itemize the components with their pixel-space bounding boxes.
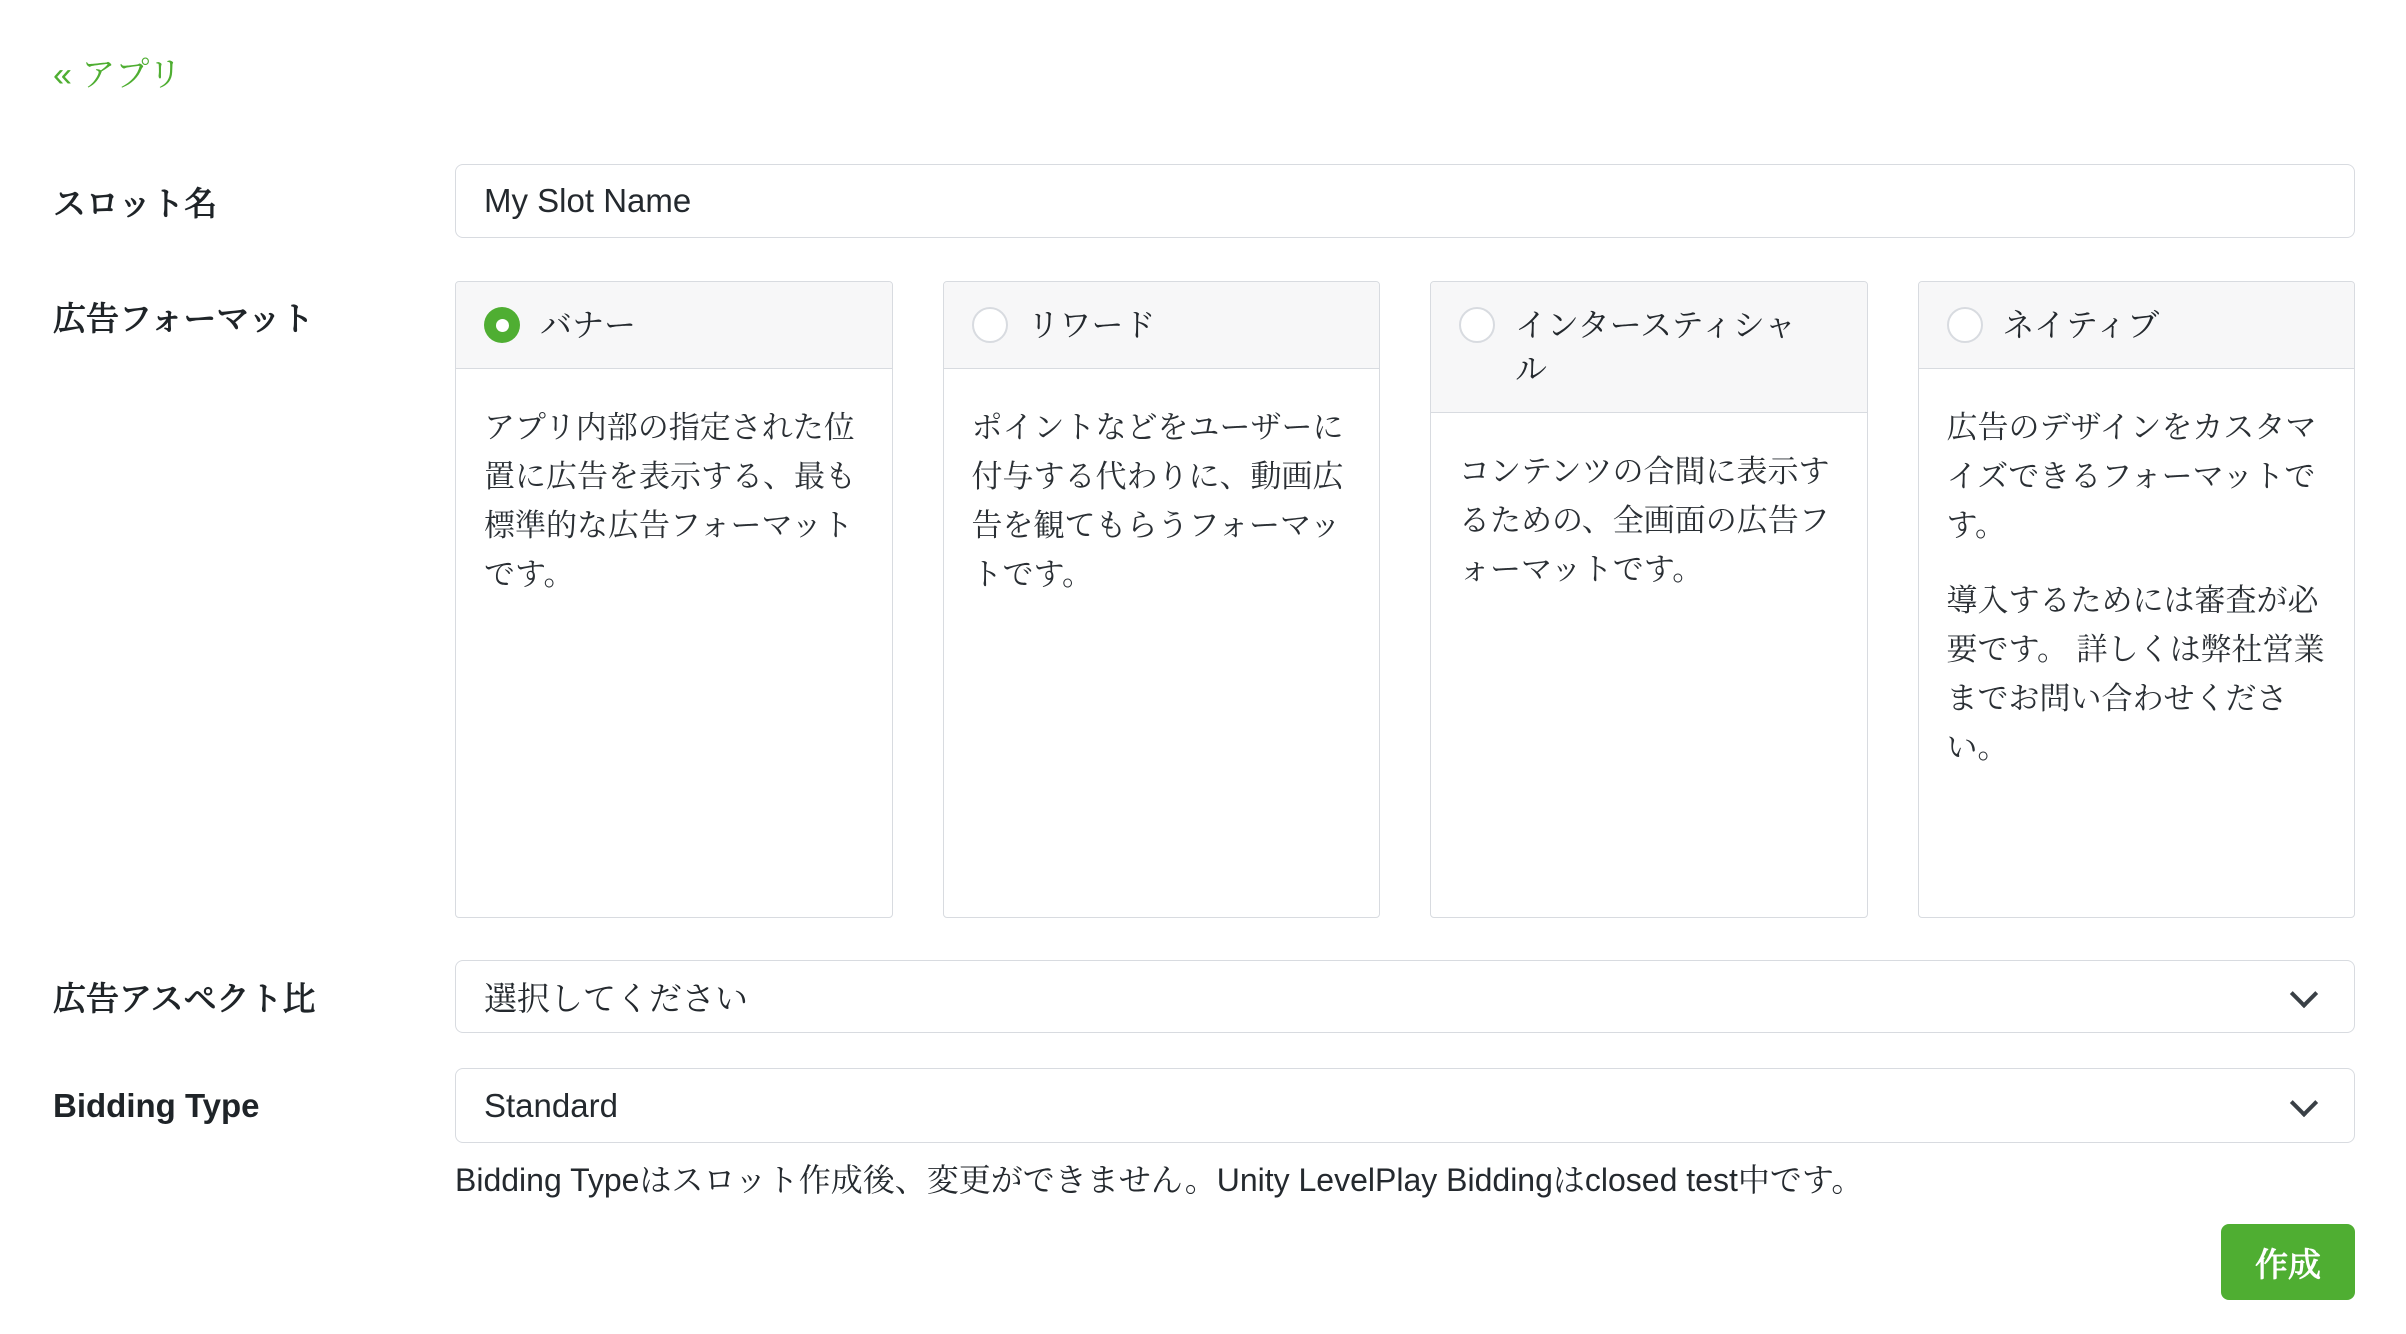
slot-name-row xyxy=(53,164,2355,238)
bidding-type-select[interactable] xyxy=(455,1068,2355,1143)
ad-format-option-title: インタースティシャル xyxy=(1515,307,1797,387)
aspect-ratio-label: 広告アスペクト比 xyxy=(53,980,316,1017)
radio-icon[interactable] xyxy=(1947,307,1983,343)
ad-format-option-description xyxy=(1919,369,2355,806)
ad-format-options xyxy=(455,281,2355,918)
ad-format-option-header xyxy=(1431,282,1867,413)
ad-format-option-reward[interactable] xyxy=(943,281,1381,918)
ad-format-option-title: ネイティブ xyxy=(2002,307,2160,343)
description-paragraph: 広告のデザインをカスタマイズできるフォーマットです。 xyxy=(1946,410,2317,543)
slot-name-label: スロット名 xyxy=(53,184,218,222)
submit-row xyxy=(53,1224,2355,1300)
ad-format-row xyxy=(53,281,2355,918)
back-to-apps-link[interactable]: « アプリ xyxy=(53,56,182,94)
radio-icon[interactable] xyxy=(1459,307,1495,343)
ad-format-option-header xyxy=(944,282,1380,369)
description-paragraph: ポイントなどをユーザーに付与する代わりに、動画広告を観てもらうフォーマットです。 xyxy=(971,410,1344,592)
description-paragraph: アプリ内部の指定された位置に広告を表示する、最も標準的な広告フォーマットです。 xyxy=(484,410,856,592)
bidding-type-label: Bidding Type xyxy=(53,1086,260,1124)
ad-format-option-native[interactable] xyxy=(1918,281,2356,918)
ad-format-option-description xyxy=(456,369,892,633)
ad-format-option-description xyxy=(944,369,1380,633)
ad-format-option-interstitial[interactable] xyxy=(1430,281,1868,918)
create-button[interactable]: 作成 xyxy=(2221,1224,2355,1300)
radio-icon[interactable] xyxy=(484,307,520,343)
aspect-ratio-select[interactable] xyxy=(455,960,2355,1033)
slot-name-input[interactable] xyxy=(455,164,2355,238)
chevron-down-icon xyxy=(2290,1088,2318,1116)
bidding-type-selected-value: Standard xyxy=(484,1086,618,1124)
ad-format-option-header xyxy=(1919,282,2355,369)
ad-format-option-description xyxy=(1431,413,1867,628)
bidding-type-row xyxy=(53,1068,2355,1202)
description-paragraph: コンテンツの合間に表示するための、全画面の広告フォーマットです。 xyxy=(1459,454,1830,587)
radio-icon[interactable] xyxy=(972,307,1008,343)
aspect-ratio-selected-value: 選択してください xyxy=(484,980,748,1017)
ad-format-option-title: リワード xyxy=(1027,307,1156,343)
ad-format-option-banner[interactable] xyxy=(455,281,893,918)
ad-format-label: 広告フォーマット xyxy=(53,300,315,337)
bidding-type-note: Bidding Typeはスロット作成後、変更ができません。Unity LevelPlay Biddingはclosed test中です。 xyxy=(455,1162,1864,1198)
ad-format-option-header xyxy=(456,282,892,369)
description-paragraph: 導入するためには審査が必要です。 詳しくは弊社営業までお問い合わせください。 xyxy=(1946,583,2325,765)
chevron-down-icon xyxy=(2290,979,2318,1007)
ad-format-option-title: バナー xyxy=(540,307,637,343)
aspect-ratio-row xyxy=(53,960,2355,1033)
